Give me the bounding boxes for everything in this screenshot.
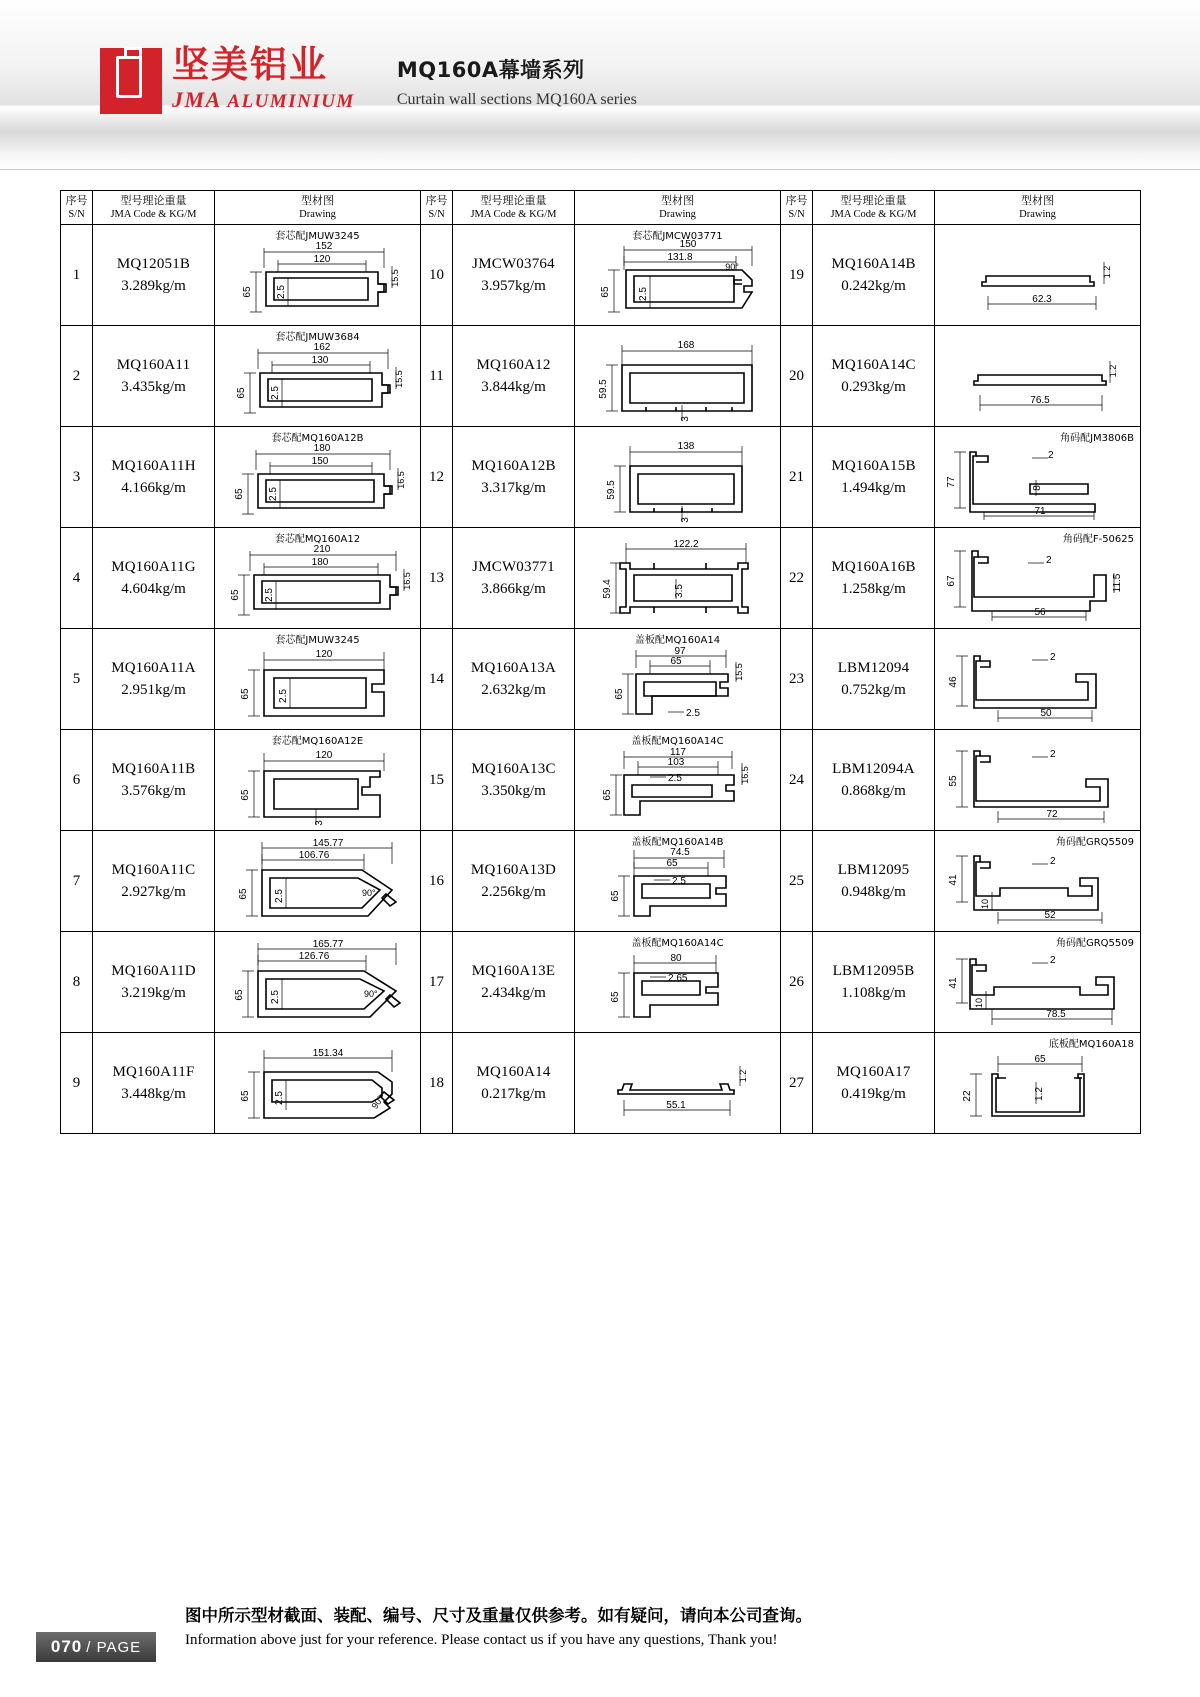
dim-label: 2 <box>1049 652 1056 663</box>
dim-label: 22 <box>961 1090 973 1102</box>
dim-label: 2.5 <box>273 1091 285 1105</box>
dim-label: 126.76 <box>298 951 329 962</box>
dim-label: 62.3 <box>1031 294 1052 305</box>
dim-label: 65 <box>601 789 613 801</box>
row-sn: 10 <box>421 225 453 326</box>
dim-label: 180 <box>313 443 330 454</box>
row-code: LBM12094 0.752kg/m <box>813 629 935 730</box>
row-code: MQ160A15B 1.494kg/m <box>813 427 935 528</box>
jma-logo-icon <box>100 48 162 114</box>
row-drawing <box>215 629 421 730</box>
dim-label: 65 <box>665 858 678 869</box>
dim-label: 41 <box>947 977 959 989</box>
dim-label: 162 <box>313 342 330 353</box>
dim-label: 15.5 <box>389 269 400 287</box>
row-sn: 21 <box>781 427 813 528</box>
dim-label: 90° <box>369 1093 386 1111</box>
dim-label: 2.5 <box>685 708 700 719</box>
row-code: MQ160A14C 0.293kg/m <box>813 326 935 427</box>
dim-label: 67 <box>945 575 957 587</box>
table-row <box>61 528 1141 629</box>
row-code: MQ160A11C 2.927kg/m <box>93 831 215 932</box>
table-header-row <box>61 191 1141 225</box>
row-drawing <box>575 427 781 528</box>
dim-label: 65 <box>599 286 611 298</box>
dim-label: 65 <box>239 1090 251 1102</box>
table-row <box>61 1033 1141 1134</box>
row-code: MQ160A14B 0.242kg/m <box>813 225 935 326</box>
dim-label: 2.5 <box>671 876 686 887</box>
row-code: MQ160A17 0.419kg/m <box>813 1033 935 1134</box>
row-code: MQ160A11H 4.166kg/m <box>93 427 215 528</box>
dim-label: 2.5 <box>263 588 275 602</box>
dim-label: 65 <box>233 989 245 1001</box>
row-sn: 18 <box>421 1033 453 1134</box>
dim-label: 2.5 <box>277 689 289 703</box>
dim-label: 65 <box>1033 1054 1046 1065</box>
row-code: JMCW03771 3.866kg/m <box>453 528 575 629</box>
page-number-badge: 070 / PAGE <box>36 1632 156 1662</box>
row-code: LBM12095B 1.108kg/m <box>813 932 935 1033</box>
row-code: MQ160A12 3.844kg/m <box>453 326 575 427</box>
drawing-caption: 盖板配MQ160A14C <box>631 938 724 949</box>
dim-label: 55 <box>947 775 959 787</box>
row-code: MQ12051B 3.289kg/m <box>93 225 215 326</box>
row-sn: 11 <box>421 326 453 427</box>
row-sn: 14 <box>421 629 453 730</box>
th-draw-2: 型材图 Drawing <box>575 191 781 225</box>
row-sn: 22 <box>781 528 813 629</box>
dim-label: 65 <box>233 488 245 500</box>
dim-label: 41 <box>947 874 959 886</box>
drawing-caption: 角码配GRQ5509 <box>1055 938 1134 949</box>
row-code: MQ160A13E 2.434kg/m <box>453 932 575 1033</box>
dim-label: 3 <box>679 517 691 523</box>
dim-label: 165.77 <box>312 939 343 950</box>
row-drawing <box>215 730 421 831</box>
dim-label: 90° <box>724 262 739 272</box>
dim-label: 1.2 <box>1033 1087 1045 1101</box>
row-sn: 17 <box>421 932 453 1033</box>
row-code: JMCW03764 3.957kg/m <box>453 225 575 326</box>
row-sn: 5 <box>61 629 93 730</box>
drawing-caption: 角码配F-50625 <box>1062 534 1134 545</box>
dim-label: 77 <box>945 476 957 488</box>
drawing-caption: 角码配JM3806B <box>1060 433 1134 444</box>
dim-label: 16.5 <box>401 572 412 590</box>
row-code: MQ160A13C 3.350kg/m <box>453 730 575 831</box>
row-code: MQ160A11D 3.219kg/m <box>93 932 215 1033</box>
dim-label: 80 <box>669 953 682 964</box>
row-drawing <box>575 528 781 629</box>
dim-label: 150 <box>679 239 696 250</box>
row-code: MQ160A11B 3.576kg/m <box>93 730 215 831</box>
row-drawing <box>215 427 421 528</box>
dim-label: 106.76 <box>298 850 329 861</box>
dim-label: 65 <box>237 888 249 900</box>
dim-label: 150 <box>311 456 328 467</box>
brand-name-en: JMA ALUMINIUM <box>172 86 355 112</box>
dim-label: 8 <box>1031 485 1043 491</box>
row-code: MQ160A11 3.435kg/m <box>93 326 215 427</box>
row-code: MQ160A11G 4.604kg/m <box>93 528 215 629</box>
dim-label: 72 <box>1045 809 1058 820</box>
row-sn: 13 <box>421 528 453 629</box>
row-sn: 1 <box>61 225 93 326</box>
dim-label: 2 <box>1047 450 1054 461</box>
dim-label: 2.5 <box>637 287 649 301</box>
th-sn-3: 序号 S/N <box>781 191 813 225</box>
table-row <box>61 730 1141 831</box>
row-sn: 16 <box>421 831 453 932</box>
dim-label: 56 <box>1033 607 1046 618</box>
row-drawing <box>215 528 421 629</box>
row-drawing <box>575 225 781 326</box>
dim-label: 3 <box>679 416 691 422</box>
dim-label: 120 <box>315 750 332 761</box>
dim-label: 59.4 <box>601 579 613 599</box>
dim-label: 180 <box>311 557 328 568</box>
dim-label: 65 <box>609 991 621 1003</box>
dim-label: 50 <box>1039 708 1052 719</box>
dim-label: 46 <box>947 676 959 688</box>
dim-label: 131.8 <box>666 252 693 263</box>
drawing-caption: 盖板配MQ160A14C <box>631 736 724 747</box>
dim-label: 152 <box>315 241 332 252</box>
table-row <box>61 831 1141 932</box>
brand-lockup <box>172 43 355 113</box>
dim-label: 76.5 <box>1029 395 1050 406</box>
row-sn: 9 <box>61 1033 93 1134</box>
row-drawing <box>575 326 781 427</box>
row-code: MQ160A12B 3.317kg/m <box>453 427 575 528</box>
dim-label: 55.1 <box>665 1100 686 1111</box>
drawing-caption: 套芯配JMUW3245 <box>275 231 360 242</box>
dim-label: 65 <box>613 688 625 700</box>
th-draw-3: 型材图 Drawing <box>935 191 1141 225</box>
row-code: MQ160A13A 2.632kg/m <box>453 629 575 730</box>
row-drawing <box>215 932 421 1033</box>
row-drawing <box>575 932 781 1033</box>
row-sn: 8 <box>61 932 93 1033</box>
dim-label: 2.5 <box>273 889 285 903</box>
dim-label: 117 <box>669 747 686 758</box>
drawing-caption: 套芯配MQ160A12B <box>271 433 364 444</box>
drawing-caption: 角码配GRQ5509 <box>1055 837 1134 848</box>
dim-label: 120 <box>315 649 332 660</box>
dim-label: 2 <box>1049 955 1056 966</box>
th-code-1: 型号理论重量 JMA Code & KG/M <box>93 191 215 225</box>
dim-label: 15.5 <box>733 663 744 681</box>
dim-label: 145.77 <box>312 838 343 849</box>
dim-label: 65 <box>609 890 621 902</box>
dim-label: 1.2 <box>1107 364 1118 378</box>
row-sn: 20 <box>781 326 813 427</box>
brand-name-cn: 坚美铝业 <box>172 43 328 86</box>
dim-label: 3 <box>313 820 325 826</box>
row-sn: 2 <box>61 326 93 427</box>
dim-label: 90° <box>363 989 378 999</box>
table-row <box>61 326 1141 427</box>
row-drawing <box>935 326 1141 427</box>
dim-label: 74.5 <box>669 847 690 858</box>
dim-label: 2.65 <box>667 973 687 984</box>
row-drawing <box>935 225 1141 326</box>
row-code: MQ160A11A 2.951kg/m <box>93 629 215 730</box>
drawing-caption: 盖板配MQ160A14B <box>631 837 724 848</box>
table-row <box>61 427 1141 528</box>
dim-label: 1.2 <box>1101 265 1112 279</box>
drawing-caption: 盖板配MQ160A14 <box>634 635 721 646</box>
dim-label: 2.5 <box>269 990 281 1004</box>
row-drawing <box>935 427 1141 528</box>
dim-label: 138 <box>677 441 694 452</box>
th-sn-1: 序号 S/N <box>61 191 93 225</box>
footer-note-cn: 图中所示型材截面、装配、编号、尺寸及重量仅供参考。如有疑问，请向本公司查询。 <box>185 1606 812 1625</box>
row-code: MQ160A11F 3.448kg/m <box>93 1033 215 1134</box>
dim-label: 2 <box>1049 749 1056 760</box>
row-drawing <box>575 730 781 831</box>
row-code: MQ160A14 0.217kg/m <box>453 1033 575 1134</box>
dim-label: 59.5 <box>605 480 617 500</box>
dim-label: 168 <box>677 340 694 351</box>
row-drawing <box>575 629 781 730</box>
page-title-en: Curtain wall sections MQ160A series <box>396 91 637 108</box>
drawing-caption: 套芯配JMUW3245 <box>275 635 360 646</box>
dim-label: 15.5 <box>393 370 404 388</box>
page-header <box>0 0 1200 170</box>
drawing-caption: 套芯配JMUW3684 <box>275 332 360 343</box>
row-drawing <box>935 528 1141 629</box>
dim-label: 2.5 <box>267 487 279 501</box>
footer-note-en: Information above just for your reference. Please contact us if you have any questions, Thank you! <box>185 1632 778 1648</box>
dim-label: 2.5 <box>275 285 287 299</box>
dim-label: 1.2 <box>737 1069 748 1083</box>
row-drawing <box>215 326 421 427</box>
row-drawing <box>935 629 1141 730</box>
row-drawing <box>575 1033 781 1134</box>
th-code-3: 型号理论重量 JMA Code & KG/M <box>813 191 935 225</box>
row-sn: 3 <box>61 427 93 528</box>
dim-label: 52 <box>1043 910 1056 921</box>
table-row <box>61 225 1141 326</box>
row-sn: 12 <box>421 427 453 528</box>
dim-label: 210 <box>313 544 330 555</box>
drawing-caption: 套芯配MQ160A12E <box>271 736 364 747</box>
dim-label: 2.5 <box>667 773 682 784</box>
dim-label: 65 <box>239 789 251 801</box>
dim-label: 65 <box>241 286 253 298</box>
dim-label: 11.5 <box>1111 573 1123 593</box>
table-row <box>61 629 1141 730</box>
dim-label: 78.5 <box>1045 1009 1066 1020</box>
row-code: LBM12094A 0.868kg/m <box>813 730 935 831</box>
row-code: MQ160A13D 2.256kg/m <box>453 831 575 932</box>
row-sn: 6 <box>61 730 93 831</box>
row-sn: 4 <box>61 528 93 629</box>
dim-label: 97 <box>673 646 686 657</box>
dim-label: 2 <box>1049 856 1056 867</box>
th-sn-2: 序号 S/N <box>421 191 453 225</box>
drawing-caption: 底板配MQ160A18 <box>1048 1039 1134 1050</box>
row-sn: 25 <box>781 831 813 932</box>
dim-label: 120 <box>313 254 330 265</box>
th-draw-1: 型材图 Drawing <box>215 191 421 225</box>
dim-label: 10 <box>979 898 990 910</box>
row-sn: 23 <box>781 629 813 730</box>
th-code-2: 型号理论重量 JMA Code & KG/M <box>453 191 575 225</box>
row-sn: 26 <box>781 932 813 1033</box>
dim-label: 65 <box>229 589 241 601</box>
dim-label: 65 <box>239 688 251 700</box>
dim-label: 2 <box>1045 555 1052 566</box>
row-sn: 15 <box>421 730 453 831</box>
dim-label: 90° <box>361 888 376 898</box>
dim-label: 2.5 <box>269 386 281 400</box>
row-drawing <box>215 1033 421 1134</box>
dim-label: 16.5 <box>395 471 406 489</box>
row-drawing <box>215 225 421 326</box>
dim-label: 3.5 <box>673 584 685 598</box>
page-title-cn: MQ160A幕墙系列 <box>396 58 585 82</box>
row-drawing <box>935 730 1141 831</box>
dim-label: 65 <box>235 387 247 399</box>
row-drawing <box>935 1033 1141 1134</box>
row-sn: 19 <box>781 225 813 326</box>
dim-label: 103 <box>667 757 684 768</box>
dim-label: 16.5 <box>739 766 750 784</box>
dim-label: 65 <box>669 656 682 667</box>
row-drawing <box>935 831 1141 932</box>
row-code: LBM12095 0.948kg/m <box>813 831 935 932</box>
row-code: MQ160A16B 1.258kg/m <box>813 528 935 629</box>
dim-label: 71 <box>1033 506 1046 517</box>
dim-label: 59.5 <box>597 379 609 399</box>
drawing-caption: 套芯配JMCW03771 <box>632 231 723 242</box>
drawing-caption: 套芯配MQ160A12 <box>274 534 361 545</box>
row-sn: 27 <box>781 1033 813 1134</box>
row-sn: 24 <box>781 730 813 831</box>
dim-label: 130 <box>311 355 328 366</box>
dim-label: 151.34 <box>312 1048 343 1059</box>
table-row <box>61 932 1141 1033</box>
dim-label: 10 <box>973 997 984 1009</box>
row-drawing <box>575 831 781 932</box>
row-sn: 7 <box>61 831 93 932</box>
dim-label: 122.2 <box>672 539 699 550</box>
row-drawing <box>215 831 421 932</box>
sections-sheet <box>60 190 1140 1134</box>
sections-table <box>60 190 1141 1134</box>
row-drawing <box>935 932 1141 1033</box>
